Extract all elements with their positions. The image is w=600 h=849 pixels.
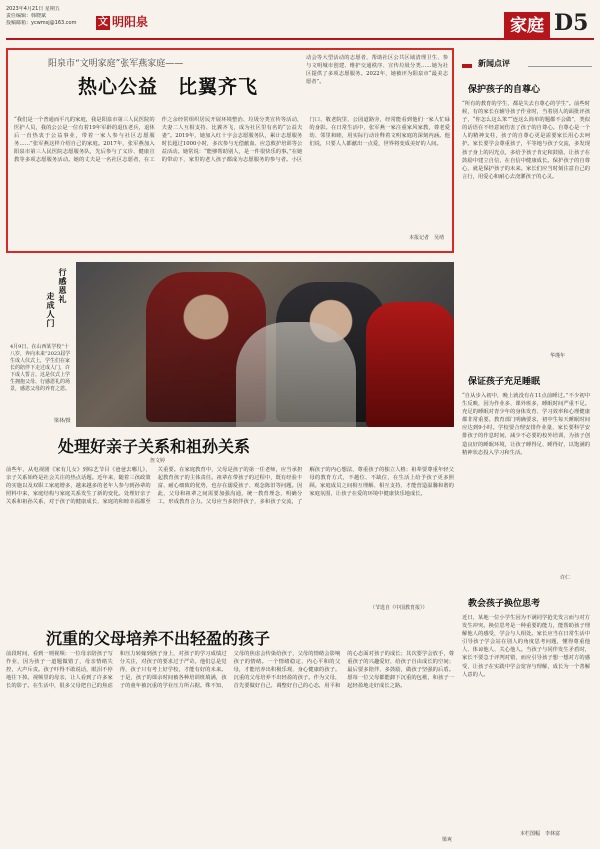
paper-logo (96, 13, 148, 30)
section-label: 家庭 (504, 12, 550, 40)
sidebar-header-title: 新闻点评 (478, 58, 510, 68)
date-line: 2023年4月21日 星期五 (6, 6, 60, 12)
photo-credit: 梁林/摄 (54, 418, 71, 424)
photo-figure (236, 322, 356, 427)
sidebar (460, 44, 594, 844)
article3-body: 前段时间，看到一则视频：一位母亲陪孩子写作业，因为孩子一道题做错了，母亲情绪失控，大声斥责。孩子吓得不敢说话，眼泪不停地往下掉。视频里的母亲，让人看到了许多家长的影子。在生活中，很多父母把自己的焦虑和压力转嫁到孩子身上，对孩子的学习成绩过分关注，对孩子的要求过于严苛。他们总是觉得，孩子只有考上好学校，才能有好的未来。于是，孩子的课余时间被各种培训班填满，孩子的童年被沉重的学业压力所占据。殊不知，父母的焦虑会传染给孩子，父母的情绪会影响孩子的情绪。一个情绪稳定、内心平和的父母，才能培养出积极乐观、身心健康的孩子。沉重的父母培养不出轻盈的孩子。作为父母，首先要做好自己，调整好自己的心态，用平和的心态面对孩子的成长；其次要学会放手，尊重孩子的兴趣爱好，给孩子自由成长的空间；最后要多陪伴、多鼓励，做孩子坚强的后盾。愿每一位父母都能卸下沉重的包袱，和孩子一起轻盈地走好成长之路。 (6, 651, 454, 690)
feature-byline: 本报记者 吴靖 (408, 235, 444, 241)
article2-byline: 詹文婷 (150, 458, 166, 464)
photo-vertical-caption-1: 行感恩礼 (58, 268, 68, 304)
feature-article (6, 48, 454, 253)
page-number: D5 (554, 10, 589, 36)
sidebar-item-3-byline: 本栏图幅 李林富 (520, 831, 561, 837)
sidebar-header (462, 58, 592, 72)
email-line: 投稿邮箱：ycwmsj@163.com (6, 20, 77, 26)
masthead (6, 6, 594, 40)
news-photo (6, 262, 454, 427)
feature-body: “我们是一个普通而平凡的家庭，我是阳泉市第三人民医院的医护人员，我的公公是一位有着19年军龄的退伍老兵，退休后一直热衷于公益事业，带着一家人参与社区志愿服务……”张军燕这样介绍自己的家庭。2017年，张军燕加入阳泉市第三人民医院志愿服务队，先后参与了义诊、健康宣教等多项志愿服务活动。她的丈夫是一名社区志愿者，在工作之余经常组织居民开展环境整治、垃圾分类宣传等活动，夫妻二人互相支持、比翼齐飞，成为社区里有名的“公益夫妻”。2019年，她加入红十字会志愿服务队，累计志愿服务时长超过1000小时，多次参与无偿献血、应急救护培训等公益活动。她常说：“能够帮助别人，是一件很快乐的事。”在她的带动下，家里的老人孩子都成为志愿服务的参与者。小区门口、敬老院里、公园道路旁，经常能看到他们一家人忙碌的身影。在日常生活中，张军燕一家注重家风家教，尊老爱幼、邻里和睦，用实际行动诠释着文明家庭的深刻内涵。他们说，只要人人都献出一点爱，世界将变成美好的人间。 (14, 117, 450, 164)
logo-glyph: 文 (98, 16, 108, 28)
logo-text: 明阳泉 (112, 15, 149, 29)
article2-title: 处理好亲子关系和祖孙关系 (58, 437, 251, 456)
article3-title: 沉重的父母培养不出轻盈的孩子 (46, 629, 271, 648)
sidebar-item-3-body: 近日，某地一位小学生因为不满同学抢先发言而与对方发生冲突。换位思考是一种重要的能力，能帮助孩子理解他人的感受，学会与人相处。家长应当在日常生活中引导孩子学会站在别人的角度思考问题，懂得尊重他人、体谅他人、关心他人。当孩子与同伴发生矛盾时，家长不要急于评判对错，而应引导孩子想一想对方的感受，让孩子在实践中学会宽容与理解，成长为一个善解人意的人。 (462, 615, 590, 678)
feature-intro: 动会等大型活动的志愿者，帮助社区公共区域清理卫生、参与文明城市创建、维护交通秩序、宣传垃圾分类……她为社区提供了多项志愿服务。2022年，她被评为阳泉市“最美志愿者”。 (306, 55, 448, 86)
sidebar-item-1-byline: 华瑾年 (550, 353, 566, 359)
editor-line: 责任编辑：韩晓斌 (6, 13, 47, 19)
article2-source: （节选自《中国教育报》） (370, 605, 428, 611)
sidebar-item-1-title: 保护孩子的自尊心 (468, 85, 541, 95)
sidebar-item-1-body: “所有的教育的学生，都是失去自尊心的学生”。前些时候，有的家长在辅导孩子作业时，当着别人的面批评孩子，“你怎么这么笨”“连这么简单的题都不会做”，类似的话语在不经意间伤害了孩子的自尊心。自尊心是一个人的精神支柱，孩子的自尊心更是需要家长用心去呵护。家长要学会尊重孩子，平等地与孩子交流，多发现孩子身上的闪光点，多给予孩子肯定和鼓励，让孩子在鼓励中建立自信，在自信中健康成长。保护孩子的自尊心，就是保护孩子的未来。家长们应当时刻注意自己的言行，用爱心和耐心去浇灌孩子的心灵。 (462, 101, 590, 180)
article3-byline: 梁爽 (441, 837, 452, 843)
article2-body: 前些年，从电视剧《家有儿女》到综艺节目《爸爸去哪儿》，亲子关系始终是社会关注的热点话题。近年来，随着三孩政策的实施以及双职工家庭增多，越来越多的老年人参与到孙辈的照料中来，家庭结构与家庭关系发生了新的变化。处理好亲子关系和祖孙关系，对于孩子的健康成长、家庭的和睦幸福都至关重要。在家庭教育中，父母是孩子的第一任老师，应当承担起教育孩子的主体责任。祖辈在带孩子的过程中，既有经验丰富、耐心细致的优势，也存在溺爱孩子、观念陈旧等问题。因此，父母和祖辈之间需要加强沟通，统一教育理念，明确分工，形成教育合力。父母应当多陪伴孩子，多和孩子交流，了解孩子的内心想法，尊重孩子的独立人格；祖辈要尊重年轻父母的教育方式，不越位、不缺位，在生活上给予孩子更多照顾。家庭成员之间相互理解、相互支持，才能营造温馨和谐的家庭氛围，让孩子在爱的环境中健康快乐地成长。 (6, 467, 454, 506)
photo-caption: 4月9日，在山西某学校“十八岁，奔向未来”2023届学生成人仪式上，学生们在家长的陪伴下走过成人门，许下成人誓言。这是仪式上学生拥抱父母、行感恩礼的场景，感恩父母的养育之恩。 (10, 344, 71, 392)
feature-kicker: 阳泉市“文明家庭”张军燕家庭—— (48, 59, 184, 69)
feature-title: 热心公益 比翼齐飞 (78, 76, 259, 98)
header-bar (462, 64, 472, 68)
photo-vertical-caption-2: 走成人门 (46, 292, 56, 328)
photo-figure (366, 302, 454, 427)
header-rule (528, 66, 592, 67)
sidebar-item-2-title: 保证孩子充足睡眠 (468, 377, 541, 387)
sidebar-item-3-title: 教会孩子换位思考 (468, 599, 541, 609)
sidebar-item-2-body: “自从步入初中，晚上就没有在11点前睡过。”不少初中生反映，因为作业多、课外班多，睡眠时间严重不足。充足的睡眠对青少年的身体发育、学习效率和心理健康都非常重要。教育部门明确要求，初中生每天睡眠时间应达到9小时。学校要合理安排作业量，家长要科学安排孩子的作息时间，减少不必要的校外培训，为孩子创造良好的睡眠环境，让孩子睡得足、睡得好，以饱满的精神状态投入学习和生活。 (462, 393, 590, 456)
sidebar-item-2-byline: 许仁 (560, 575, 571, 581)
